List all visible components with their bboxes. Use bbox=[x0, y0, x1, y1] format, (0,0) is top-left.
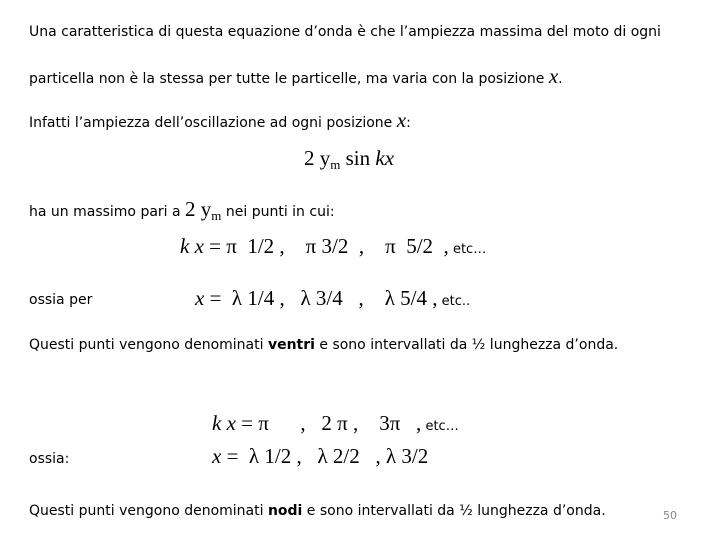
amplitude-formula bbox=[304, 148, 394, 171]
amplitude-colon: : bbox=[406, 115, 411, 131]
formula-kx: kx bbox=[375, 146, 395, 170]
page-number: 50 bbox=[663, 509, 677, 522]
nodi-x: x bbox=[212, 444, 222, 468]
max-value-subscript: m bbox=[211, 208, 222, 223]
ventri-word: ventri bbox=[267, 337, 315, 353]
nodi-x-equation bbox=[212, 446, 428, 467]
ventri-kx-values: = π 1/2 , π 3/2 , π 5/2 , bbox=[203, 234, 449, 258]
max-value-2y: 2 y bbox=[185, 197, 212, 221]
ventri-kx: k x bbox=[180, 234, 204, 258]
nodi-note-post: e sono intervallati da ½ lunghezza d’onda. bbox=[302, 503, 606, 519]
x-symbol-2: x bbox=[396, 108, 407, 132]
ventri-kx-equation bbox=[180, 236, 486, 257]
ventri-x: x bbox=[195, 286, 205, 310]
nodi-word: nodi bbox=[267, 503, 303, 519]
ossia-per-label: ossia per bbox=[29, 292, 93, 308]
amplitude-text: Infatti l’ampiezza dell’oscillazione ad ogni posizione bbox=[29, 115, 397, 131]
nodi-kx: k x bbox=[212, 411, 236, 435]
nodi-x-values: = λ 1/2 , λ 2/2 , λ 3/2 bbox=[221, 444, 429, 468]
nodi-kx-values: = π , 2 π , 3π , bbox=[235, 411, 422, 435]
paragraph-line-2 bbox=[29, 66, 563, 87]
formula-sin: sin bbox=[340, 146, 376, 170]
nodi-note bbox=[29, 504, 606, 518]
nodi-note-pre: Questi punti vengono denominati bbox=[29, 503, 268, 519]
formula-2ym: 2 y bbox=[304, 146, 331, 170]
nodi-kx-etc: etc… bbox=[421, 419, 459, 434]
maximum-line bbox=[29, 199, 335, 222]
maximum-post-text: nei punti in cui: bbox=[221, 204, 335, 220]
paragraph-amplitude bbox=[29, 110, 411, 131]
ossia-label: ossia: bbox=[29, 451, 70, 467]
nodi-kx-equation bbox=[212, 413, 459, 434]
x-symbol: x bbox=[548, 64, 559, 88]
ventri-note bbox=[29, 338, 618, 352]
paragraph-line-2-end: . bbox=[558, 71, 563, 87]
paragraph-line-2-text: particella non è la stessa per tutte le particelle, ma varia con la posizione bbox=[29, 71, 549, 87]
formula-subscript-m: m bbox=[330, 157, 341, 172]
ventri-x-etc: etc.. bbox=[437, 294, 471, 309]
ventri-x-equation bbox=[195, 288, 470, 309]
ventri-kx-etc: etc… bbox=[448, 242, 487, 257]
ventri-note-post: e sono intervallati da ½ lunghezza d’onda. bbox=[314, 337, 619, 353]
maximum-text: ha un massimo pari a bbox=[29, 204, 186, 220]
paragraph-line-1: Una caratteristica di questa equazione d’onda è che l’ampiezza massima del moto di ogni bbox=[29, 24, 661, 40]
ventri-x-values: = λ 1/4 , λ 3/4 , λ 5/4 , bbox=[204, 286, 438, 310]
ventri-note-pre: Questi punti vengono denominati bbox=[29, 337, 268, 353]
